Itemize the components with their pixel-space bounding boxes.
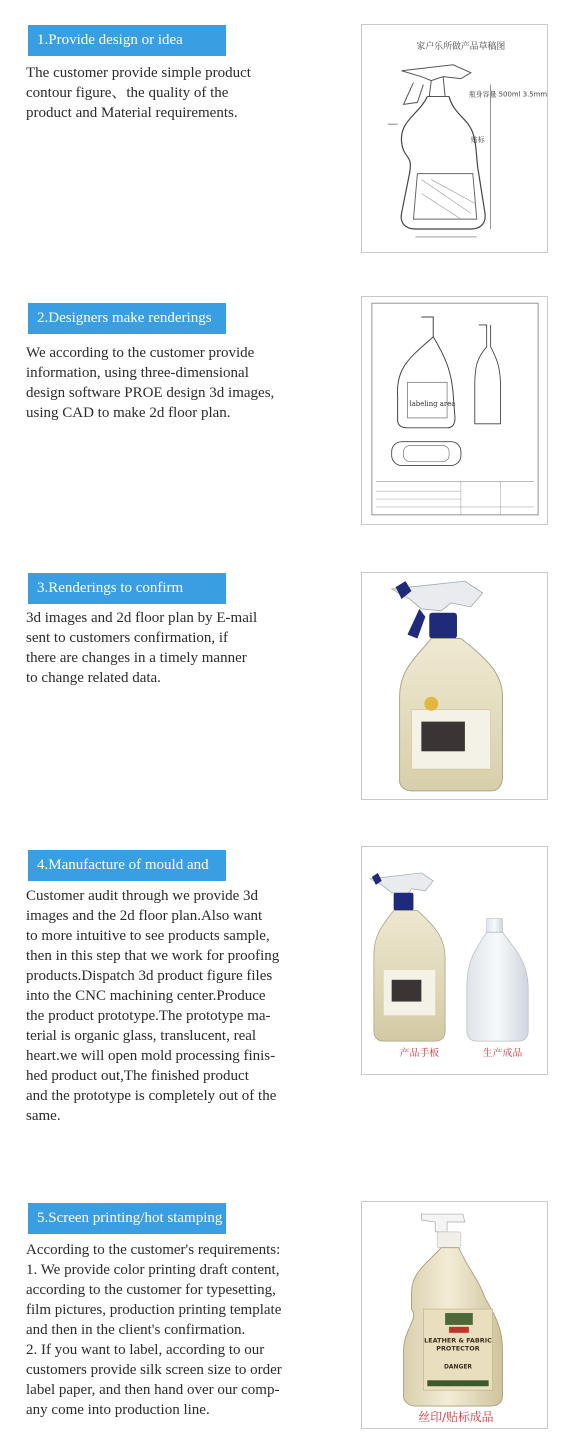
- step-title: 5.Screen printing/hot stamping: [28, 1203, 226, 1234]
- labeled-pump-bottle-image: [361, 1201, 548, 1429]
- step-description: Customer audit through we provide 3d images and the 2d floor plan.Also want to more intuitive to see products sample, then in this step that we work for proofing products.Dispatch 3d product figure files into the CNC machining center.Produce the product prototype.The prototype ma- terial is organic glass, translucent, real heart.we will open mold processing finis- hed product out,The finished product and the prototype is completely out of the same.: [26, 888, 280, 1124]
- sketch-image: [361, 24, 548, 253]
- step-title: 2.Designers make renderings: [28, 303, 226, 334]
- step-description: We according to the customer provide information, using three-dimensional design software PROE design 3d images, using CAD to make 2d floor plan.: [26, 345, 275, 421]
- prototype-caption: 产品手板: [399, 1047, 440, 1059]
- sketch-top-annotation: 瓶身容量 500ml 3.5mm: [468, 90, 547, 99]
- screen-print-caption: 丝印/贴标成品: [418, 1409, 494, 1424]
- step-title: 3.Renderings to confirm: [28, 573, 226, 604]
- step-title: 4.Manufacture of mould and: [28, 850, 226, 881]
- sketch-header-text: 家户乐所做产品草稿图: [416, 41, 506, 52]
- sketch-side-annotation: 贴标: [470, 135, 485, 144]
- step-title: 1.Provide design or idea: [28, 25, 226, 56]
- step-description: According to the customer's requirements: 1. We provide color printing draft content, according to the customer for typesetting, film pictures, production printing template and then in the client's confirmation. 2. If you want to label, according to our customers provide silk screen size to order label paper, and then hand over our comp- any come into production line.: [26, 1242, 282, 1418]
- label-line-2: PROTECTOR: [436, 1344, 480, 1353]
- cad-drawing-image: [361, 296, 548, 525]
- label-line-1: LEATHER & FABRIC: [424, 1336, 492, 1345]
- finished-product-caption: 生产成品: [482, 1047, 523, 1059]
- step-description: 3d images and 2d floor plan by E-mail sent to customers confirmation, if there are changes in a timely manner to change related data.: [26, 610, 258, 686]
- labeling-area-text: labeling area: [409, 400, 456, 409]
- step-description: The customer provide simple product contour figure、the quality of the product and Material requirements.: [26, 65, 251, 121]
- prototype-comparison-image: [361, 846, 548, 1075]
- spray-bottle-image: [361, 572, 548, 800]
- label-danger-text: DANGER: [444, 1363, 472, 1371]
